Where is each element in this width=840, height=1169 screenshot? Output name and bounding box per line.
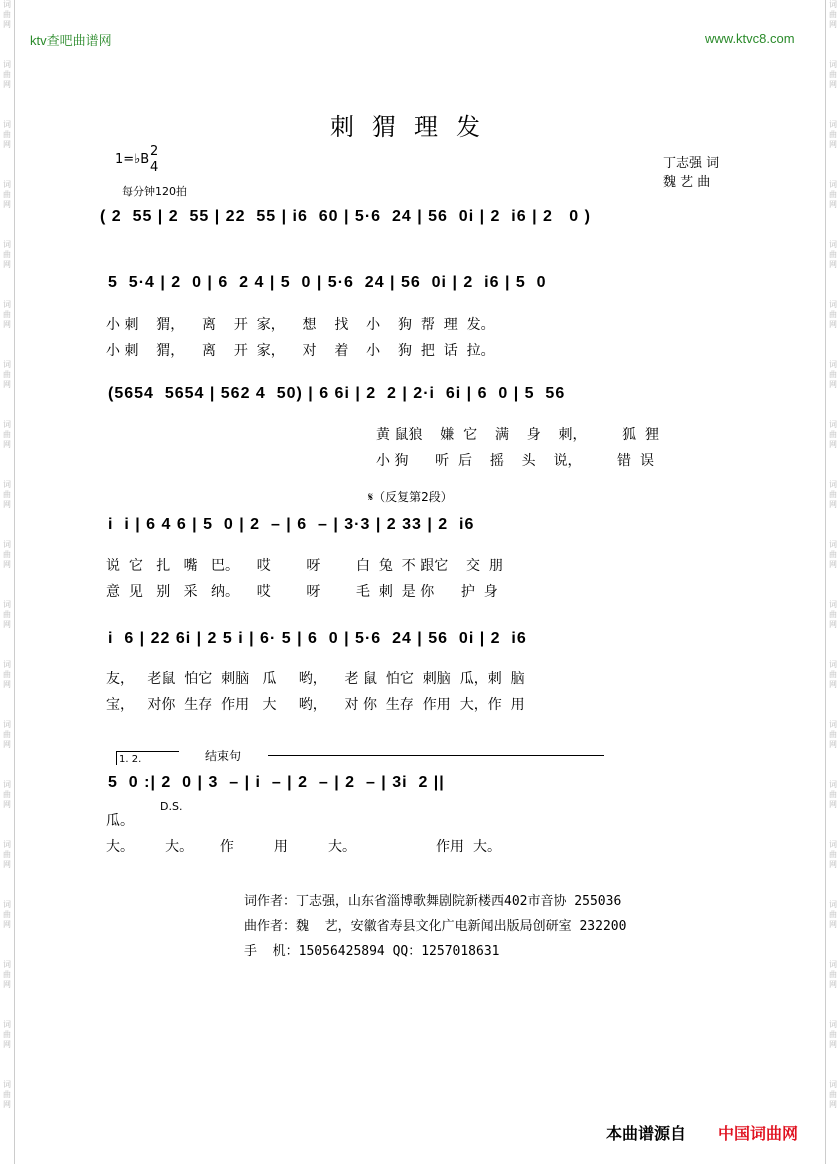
watermark-glyph: 词 (829, 840, 837, 849)
watermark-glyph: 词 (829, 540, 837, 549)
watermark-glyph: 曲 (3, 490, 11, 499)
watermark-glyph: 词 (829, 900, 837, 909)
watermark-glyph: 词 (829, 240, 837, 249)
watermark-glyph: 网 (829, 20, 837, 29)
watermark-glyph: 网 (829, 860, 837, 869)
watermark-glyph: 词 (3, 780, 11, 789)
contact-info: 手 机：15056425894 QQ：1257018631 (244, 944, 500, 959)
watermark-glyph: 曲 (829, 970, 837, 979)
watermark-glyph: 曲 (3, 670, 11, 679)
watermark-glyph: 词 (3, 0, 11, 9)
ds-mark: D.S. (160, 800, 183, 813)
watermark-glyph: 曲 (829, 790, 837, 799)
footer-source-label: 本曲谱源自 (606, 1124, 687, 1143)
watermark-gap (826, 750, 840, 780)
watermark-gap (0, 870, 14, 900)
watermark-gap (0, 390, 14, 420)
watermark-glyph: 网 (3, 980, 11, 989)
lyric-row-5b: 宝， 对你 生存 作用 大 哟， 对 你 生存 作用 大，作 用 (106, 697, 525, 713)
time-bottom: 4 (150, 160, 159, 175)
watermark-glyph: 网 (3, 20, 11, 29)
lyric-row-3a: 黄 鼠狼 嫌 它 满 身 刺， 狐 狸 (376, 427, 660, 443)
ending-label: 结束句 (205, 749, 242, 763)
watermark-gap (0, 450, 14, 480)
watermark-glyph: 曲 (829, 70, 837, 79)
watermark-glyph: 词 (3, 660, 11, 669)
watermark-glyph: 曲 (829, 850, 837, 859)
watermark-gap (826, 390, 840, 420)
watermark-glyph: 词 (3, 960, 11, 969)
watermark-glyph: 曲 (829, 910, 837, 919)
watermark-glyph: 曲 (3, 610, 11, 619)
watermark-gap (826, 870, 840, 900)
lyric-row-6a: 瓜。 (106, 813, 134, 829)
watermark-glyph: 网 (829, 980, 837, 989)
watermark-glyph: 词 (3, 1080, 11, 1089)
song-title: 刺猬理发 (330, 113, 498, 141)
watermark-glyph: 词 (3, 600, 11, 609)
watermark-gap (0, 570, 14, 600)
watermark-glyph: 词 (829, 420, 837, 429)
watermark-glyph: 曲 (3, 550, 11, 559)
watermark-glyph: 网 (3, 740, 11, 749)
time-signature (150, 144, 158, 176)
watermark-glyph: 曲 (3, 130, 11, 139)
watermark-glyph: 网 (829, 740, 837, 749)
watermark-glyph: 网 (829, 500, 837, 509)
watermark-gap (826, 630, 840, 660)
watermark-glyph: 网 (3, 1100, 11, 1109)
watermark-glyph: 词 (3, 720, 11, 729)
watermark-gap (826, 1110, 840, 1140)
score-row-5: i 6 | 22 6i | 2 5 i | 6· 5 | 6 0 | 5·6 24 | 56 0i | 2 i6 (108, 630, 527, 647)
watermark-glyph: 网 (3, 140, 11, 149)
watermark-gap (826, 810, 840, 840)
watermark-glyph: 词 (829, 960, 837, 969)
right-watermark (826, 0, 840, 1169)
watermark-glyph: 网 (3, 200, 11, 209)
watermark-gap (0, 90, 14, 120)
watermark-gap (826, 30, 840, 60)
lyric-row-2b: 小 刺 猬， 离 开 家， 对 着 小 狗 把 话 拉。 (106, 343, 495, 359)
lyric-row-3b: 小 狗 听 后 摇 头 说， 错 误 (376, 453, 654, 469)
watermark-glyph: 网 (3, 1040, 11, 1049)
watermark-glyph: 词 (3, 180, 11, 189)
watermark-glyph: 网 (829, 80, 837, 89)
watermark-gap (0, 30, 14, 60)
segno-repeat-mark: 𝄋（反复第2段） (368, 490, 453, 504)
watermark-gap (826, 570, 840, 600)
watermark-gap (0, 510, 14, 540)
watermark-glyph: 网 (3, 500, 11, 509)
watermark-glyph: 网 (3, 800, 11, 809)
watermark-gap (826, 930, 840, 960)
tempo-mark: 每分钟120拍 (122, 185, 187, 198)
watermark-glyph: 词 (3, 420, 11, 429)
watermark-glyph: 曲 (3, 970, 11, 979)
watermark-glyph: 词 (829, 1080, 837, 1089)
watermark-glyph: 词 (829, 120, 837, 129)
watermark-glyph: 曲 (3, 10, 11, 19)
watermark-gap (0, 690, 14, 720)
watermark-glyph: 曲 (829, 190, 837, 199)
watermark-gap (0, 630, 14, 660)
watermark-glyph: 网 (829, 1040, 837, 1049)
watermark-glyph: 网 (829, 560, 837, 569)
watermark-glyph: 曲 (829, 370, 837, 379)
watermark-glyph: 词 (829, 600, 837, 609)
watermark-glyph: 网 (829, 380, 837, 389)
volta-bracket: 1. 2. (116, 751, 179, 765)
lyric-row-4a: 说 它 扎 嘴 巴。 哎 呀 白 兔 不 跟它 交 朋 (106, 558, 503, 574)
watermark-gap (826, 90, 840, 120)
lyric-row-4b: 意 见 别 采 纳。 哎 呀 毛 刺 是 你 护 身 (106, 584, 498, 600)
watermark-glyph: 网 (3, 560, 11, 569)
watermark-gap (0, 330, 14, 360)
watermark-gap (0, 930, 14, 960)
watermark-gap (0, 1050, 14, 1080)
watermark-glyph: 曲 (829, 250, 837, 259)
watermark-glyph: 网 (3, 620, 11, 629)
watermark-glyph: 词 (829, 180, 837, 189)
watermark-glyph: 词 (829, 1020, 837, 1029)
watermark-glyph: 曲 (3, 1090, 11, 1099)
score-row-4: i i | 6 4 6 | 5 0 | 2 – | 6 – | 3·3 | 2 33 | 2 i6 (108, 516, 475, 533)
watermark-glyph: 网 (829, 800, 837, 809)
watermark-glyph: 曲 (829, 610, 837, 619)
composer-credit: 魏 艺 曲 (663, 175, 711, 190)
watermark-gap (826, 150, 840, 180)
watermark-glyph: 词 (829, 360, 837, 369)
watermark-gap (826, 330, 840, 360)
watermark-gap (826, 450, 840, 480)
watermark-glyph: 词 (3, 540, 11, 549)
lyric-row-2a: 小 刺 猬， 离 开 家， 想 找 小 狗 帮 理 发。 (106, 317, 495, 333)
watermark-glyph: 曲 (3, 730, 11, 739)
watermark-glyph: 网 (829, 1100, 837, 1109)
score-row-2: 5 5·4 | 2 0 | 6 2 4 | 5 0 | 5·6 24 | 56 0i | 2 i6 | 5 0 (108, 274, 547, 291)
watermark-glyph: 网 (829, 620, 837, 629)
watermark-glyph: 词 (829, 0, 837, 9)
watermark-gap (0, 150, 14, 180)
watermark-glyph: 曲 (829, 490, 837, 499)
watermark-glyph: 词 (829, 60, 837, 69)
watermark-gap (0, 750, 14, 780)
key-signature: 1=♭B (115, 152, 150, 167)
watermark-glyph: 曲 (829, 1090, 837, 1099)
watermark-glyph: 曲 (3, 310, 11, 319)
watermark-glyph: 曲 (829, 730, 837, 739)
watermark-glyph: 词 (829, 660, 837, 669)
watermark-glyph: 网 (3, 680, 11, 689)
watermark-glyph: 词 (829, 300, 837, 309)
watermark-glyph: 曲 (829, 670, 837, 679)
watermark-gap (826, 1050, 840, 1080)
lyricist-info: 词作者：丁志强，山东省淄博歌舞剧院新楼西402市音协 255036 (244, 894, 622, 909)
watermark-glyph: 网 (829, 200, 837, 209)
watermark-gap (826, 690, 840, 720)
watermark-glyph: 曲 (829, 1030, 837, 1039)
watermark-glyph: 网 (829, 920, 837, 929)
watermark-gap (0, 210, 14, 240)
watermark-glyph: 词 (3, 480, 11, 489)
watermark-glyph: 曲 (829, 10, 837, 19)
watermark-glyph: 词 (3, 120, 11, 129)
watermark-glyph: 曲 (829, 430, 837, 439)
watermark-glyph: 网 (3, 320, 11, 329)
footer-brand-link[interactable]: 中国词曲网 (718, 1124, 799, 1143)
watermark-glyph: 词 (3, 300, 11, 309)
lyricist-credit: 丁志强 词 (663, 156, 720, 171)
watermark-glyph: 曲 (3, 430, 11, 439)
watermark-glyph: 曲 (3, 850, 11, 859)
watermark-glyph: 网 (829, 260, 837, 269)
watermark-glyph: 词 (829, 720, 837, 729)
watermark-glyph: 词 (3, 60, 11, 69)
watermark-glyph: 曲 (829, 130, 837, 139)
watermark-glyph: 词 (3, 360, 11, 369)
watermark-gap (0, 810, 14, 840)
watermark-glyph: 词 (3, 1020, 11, 1029)
watermark-glyph: 曲 (3, 190, 11, 199)
watermark-glyph: 词 (3, 900, 11, 909)
watermark-glyph: 曲 (3, 910, 11, 919)
left-site-link[interactable]: ktv查吧曲谱网 (30, 33, 112, 48)
watermark-glyph: 曲 (3, 790, 11, 799)
watermark-glyph: 词 (3, 840, 11, 849)
right-site-link[interactable]: www.ktvc8.com (705, 31, 795, 46)
watermark-gap (826, 990, 840, 1020)
watermark-glyph: 词 (829, 480, 837, 489)
watermark-gap (826, 270, 840, 300)
watermark-glyph: 网 (3, 440, 11, 449)
watermark-gap (0, 1110, 14, 1140)
time-top: 2 (150, 144, 159, 159)
watermark-glyph: 曲 (829, 310, 837, 319)
watermark-glyph: 网 (3, 380, 11, 389)
watermark-glyph: 词 (3, 240, 11, 249)
watermark-glyph: 曲 (3, 70, 11, 79)
watermark-glyph: 曲 (829, 550, 837, 559)
score-row-6: 5 0 :| 2 0 | 3 – | i – | 2 – | 2 – | 3i 2 || (108, 774, 445, 791)
watermark-glyph: 网 (829, 680, 837, 689)
score-row-3: (5654 5654 | 562 4 50) | 6 6i | 2 2 | 2·i 6i | 6 0 | 5 56 (108, 385, 566, 402)
score-row-1: ( 2 55 | 2 55 | 22 55 | i6 60 | 5·6 24 | 56 0i | 2 i6 | 2 0 ) (100, 208, 591, 225)
lyric-row-6b: 大。 大。 作 用 大。 作用 大。 (106, 839, 501, 855)
watermark-glyph: 网 (829, 320, 837, 329)
watermark-glyph: 曲 (3, 250, 11, 259)
watermark-glyph: 曲 (3, 1030, 11, 1039)
watermark-glyph: 网 (829, 440, 837, 449)
watermark-gap (0, 270, 14, 300)
watermark-gap (826, 210, 840, 240)
watermark-glyph: 网 (3, 260, 11, 269)
composer-info: 曲作者：魏 艺，安徽省寿县文化广电新闻出版局创研室 232200 (244, 919, 627, 934)
watermark-gap (826, 510, 840, 540)
watermark-glyph: 曲 (3, 370, 11, 379)
left-watermark (0, 0, 14, 1169)
watermark-glyph: 词 (829, 780, 837, 789)
watermark-glyph: 网 (3, 80, 11, 89)
watermark-glyph: 网 (3, 920, 11, 929)
watermark-gap (0, 990, 14, 1020)
ending-line (268, 755, 604, 756)
watermark-glyph: 网 (829, 140, 837, 149)
lyric-row-5a: 友， 老鼠 怕它 刺脑 瓜 哟， 老 鼠 怕它 刺脑 瓜，刺 脑 (106, 671, 525, 687)
watermark-glyph: 网 (3, 860, 11, 869)
